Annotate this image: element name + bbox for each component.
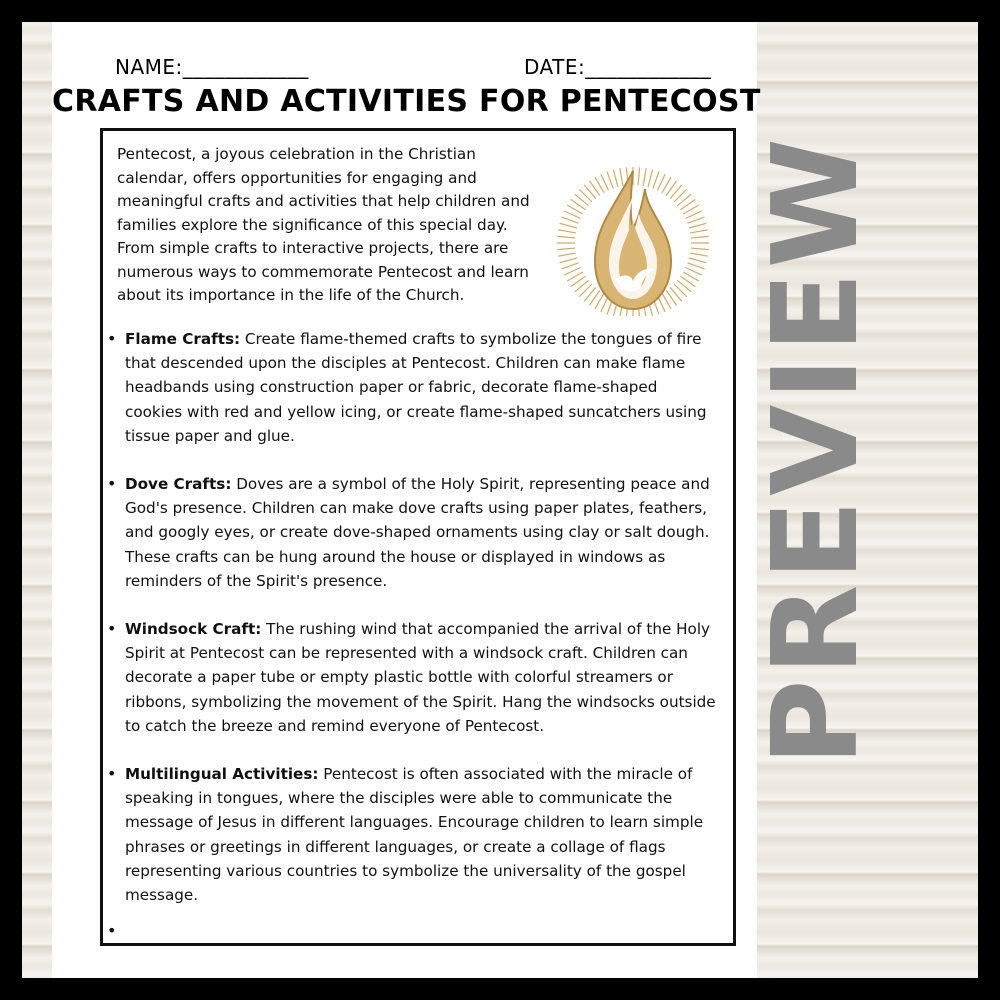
ray-line xyxy=(686,268,702,276)
ray-line xyxy=(558,230,576,233)
ray-line xyxy=(560,258,577,263)
ray-line xyxy=(557,248,575,250)
ray-line xyxy=(558,253,576,256)
ray-line xyxy=(648,170,653,187)
ray-line xyxy=(691,248,709,250)
ray-line xyxy=(691,236,709,238)
ray-line xyxy=(653,172,659,189)
content-box xyxy=(100,128,736,946)
ray-line xyxy=(688,217,705,223)
ray-line xyxy=(638,167,640,185)
item-heading: Flame Crafts: xyxy=(125,330,241,348)
item-text: The rushing wind that accompanied the arrival of the Holy Spirit at Pentecost can be represented with a windsock craft. Children can decorate a paper tube or empty plastic bottle with colorful streamers or ribbons, symbolizing the movement of the Spirit. Hang the windsocks outside to catch the breeze and remind everyone of Pentecost. xyxy=(125,620,716,735)
ray-line xyxy=(562,217,579,223)
bullet-icon: • xyxy=(107,921,117,940)
ray-line xyxy=(643,168,646,186)
ray-line xyxy=(564,211,580,219)
activity-list xyxy=(103,327,719,931)
list-item xyxy=(103,327,719,448)
bullet-icon: • xyxy=(107,764,117,784)
worksheet-page xyxy=(52,22,761,978)
ray-line xyxy=(690,230,708,233)
ray-line xyxy=(658,174,666,190)
ray-line xyxy=(564,268,580,276)
ray-line xyxy=(686,211,702,219)
flame-dove-icon xyxy=(555,151,710,316)
list-item xyxy=(103,617,719,738)
page-title: CRAFTS AND ACTIVITIES FOR PENTECOST xyxy=(52,84,761,119)
ray-line xyxy=(689,258,706,263)
ray-line xyxy=(620,168,623,186)
ray-line xyxy=(690,253,708,256)
item-heading: Multilingual Activities: xyxy=(125,765,319,784)
item-text: Doves are a symbol of the Holy Spirit, representing peace and God's presence. Children can make dove crafts using paper plates, feathers, and googly eyes, or create dove-shaped ornaments using clay or salt dough. These crafts can be hung around the house or displayed in windows as reminders of the Spirit's presence. xyxy=(125,475,710,590)
date-field: DATE:____________ xyxy=(524,55,712,79)
ray-line xyxy=(557,236,575,238)
ray-line xyxy=(607,172,613,189)
ray-line xyxy=(613,170,618,187)
item-heading: Dove Crafts: xyxy=(125,475,232,494)
bullet-icon: • xyxy=(107,474,117,494)
ray-line xyxy=(689,223,706,228)
ray-line xyxy=(688,263,705,269)
ray-line xyxy=(562,263,579,269)
ray-line xyxy=(601,174,609,190)
list-item xyxy=(103,762,719,907)
bullet-icon: • xyxy=(107,619,117,639)
intro-paragraph: Pentecost, a joyous celebration in the Christian calendar, offers opportunities for engaging and meaningful crafts and activities that help children and families explore the significance of this special day. From simple crafts to interactive projects, there are numerous ways to commemorate Pentecost and learn about its importance in the life of the Church. xyxy=(117,145,530,304)
ray-line xyxy=(560,223,577,228)
preview-watermark-text: PREVIEW xyxy=(746,134,884,766)
name-field: NAME:____________ xyxy=(115,55,309,79)
item-text: Create flame-themed crafts to symbolize the tongues of fire that descended upon the disciples at Pentecost. Children can make flame headbands using construction paper or fabric, decorate flame-shaped cookies with red and yellow icing, or create flame-shaped suncatchers using tissue paper and glue. xyxy=(125,330,707,445)
item-heading: Windsock Craft: xyxy=(125,620,262,639)
list-item xyxy=(103,472,719,593)
bullet-icon: • xyxy=(107,329,117,348)
item-text: Pentecost is often associated with the miracle of speaking in tongues, where the disciples were able to communicate the message of Jesus in different languages. Encourage children to learn simple phrases or greetings in different languages, or create a collage of flags representing various countries to symbolize the universality of the gospel message. xyxy=(125,765,704,905)
